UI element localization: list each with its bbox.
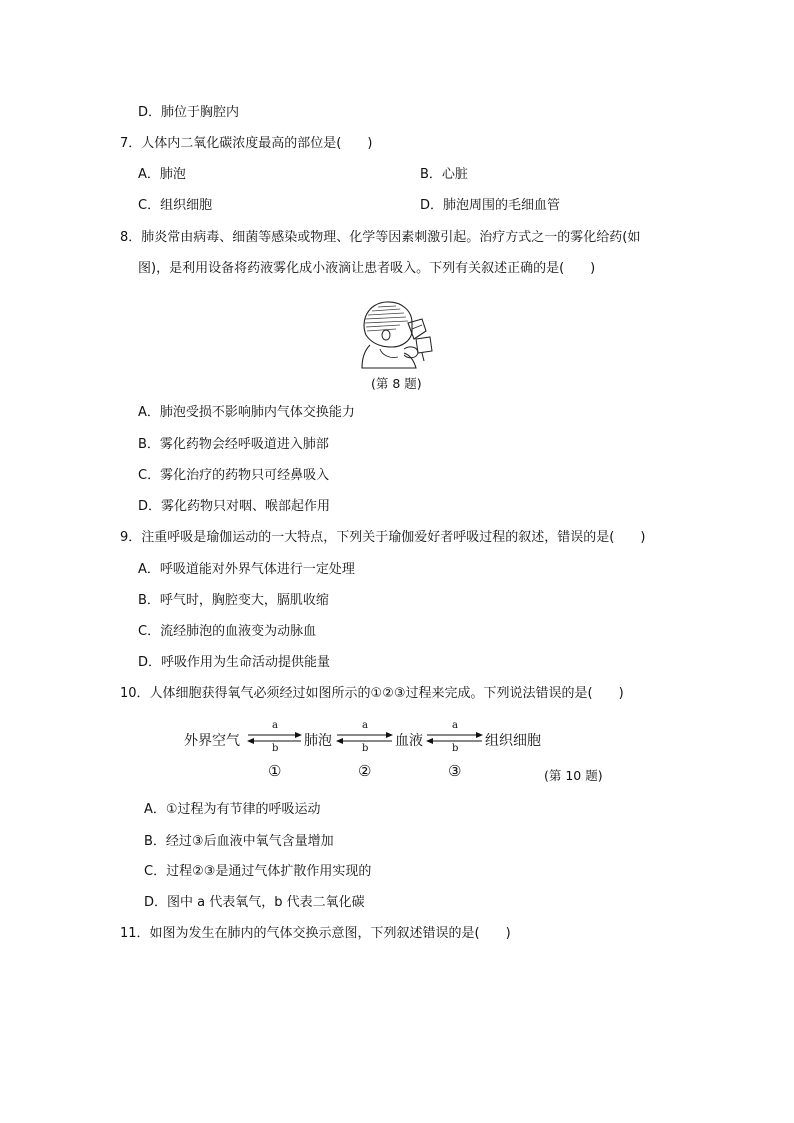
q8-stem-line2: 图)，是利用设备将药液雾化成小液滴让患者吸入。下列有关叙述正确的是( ) [138, 261, 596, 276]
label-b-1: b [272, 743, 279, 754]
q7-option-d: D．肺泡周围的毛细血管 [420, 198, 561, 213]
step-3: ③ [448, 762, 462, 780]
q6-option-d: D．肺位于胸腔内 [138, 105, 240, 120]
q8-option-c: C．雾化治疗的药物只可经鼻吸入 [138, 468, 330, 483]
q10-figure-caption: (第 10 题) [544, 768, 603, 783]
q7-option-a: A．肺泡 [138, 167, 186, 182]
q10-option-d: D．图中 a 代表氧气，b 代表二氧化碳 [144, 895, 365, 910]
step-2: ② [358, 762, 372, 780]
q10-stem: 10．人体细胞获得氧气必须经过如图所示的①②③过程来完成。下列说法错误的是( ) [120, 686, 624, 701]
q8-stem-line1: 8．肺炎常由病毒、细菌等感染或物理、化学等因素刺激引起。治疗方式之一的雾化给药(如 [120, 230, 641, 245]
arrow-pair-3 [427, 735, 482, 741]
label-a-2: a [362, 720, 368, 731]
q10-option-a: A．①过程为有节律的呼吸运动 [144, 802, 321, 817]
q7-option-b: B．心脏 [420, 167, 468, 182]
node-tissue-cells: 组织细胞 [485, 733, 541, 749]
label-a-3: a [452, 720, 458, 731]
q9-stem: 9．注重呼吸是瑜伽运动的一大特点，下列关于瑜伽爱好者呼吸过程的叙述，错误的是( ) [120, 530, 646, 545]
arrow-pair-2 [337, 735, 392, 741]
node-alveolus: 肺泡 [304, 733, 332, 749]
label-b-2: b [362, 743, 369, 754]
nebulizer-patient-illustration [356, 297, 438, 369]
q7-stem: 7．人体内二氧化碳浓度最高的部位是( ) [120, 136, 373, 151]
q10-option-c: C．过程②③是通过气体扩散作用实现的 [144, 864, 372, 879]
q9-option-d: D．呼吸作用为生命活动提供能量 [138, 655, 331, 670]
q7-option-c: C．组织细胞 [138, 198, 213, 213]
q8-option-a: A．肺泡受损不影响肺内气体交换能力 [138, 405, 355, 420]
q9-option-b: B．呼气时，胸腔变大，膈肌收缩 [138, 593, 329, 608]
q9-option-a: A．呼吸道能对外界气体进行一定处理 [138, 562, 355, 577]
node-outside-air: 外界空气 [184, 733, 240, 749]
step-1: ① [268, 762, 282, 780]
q8-figure-caption: (第 8 题) [371, 376, 422, 391]
label-b-3: b [452, 743, 459, 754]
node-blood: 血液 [395, 733, 423, 749]
arrow-pair-1 [248, 735, 301, 741]
q11-stem: 11．如图为发生在肺内的气体交换示意图，下列叙述错误的是( ) [120, 926, 511, 941]
q8-option-d: D．雾化药物只对咽、喉部起作用 [138, 499, 331, 514]
label-a-1: a [272, 720, 278, 731]
q9-option-c: C．流经肺泡的血液变为动脉血 [138, 624, 317, 639]
q8-option-b: B．雾化药物会经呼吸道进入肺部 [138, 437, 329, 452]
q10-option-b: B．经过③后血液中氧气含量增加 [144, 834, 334, 849]
